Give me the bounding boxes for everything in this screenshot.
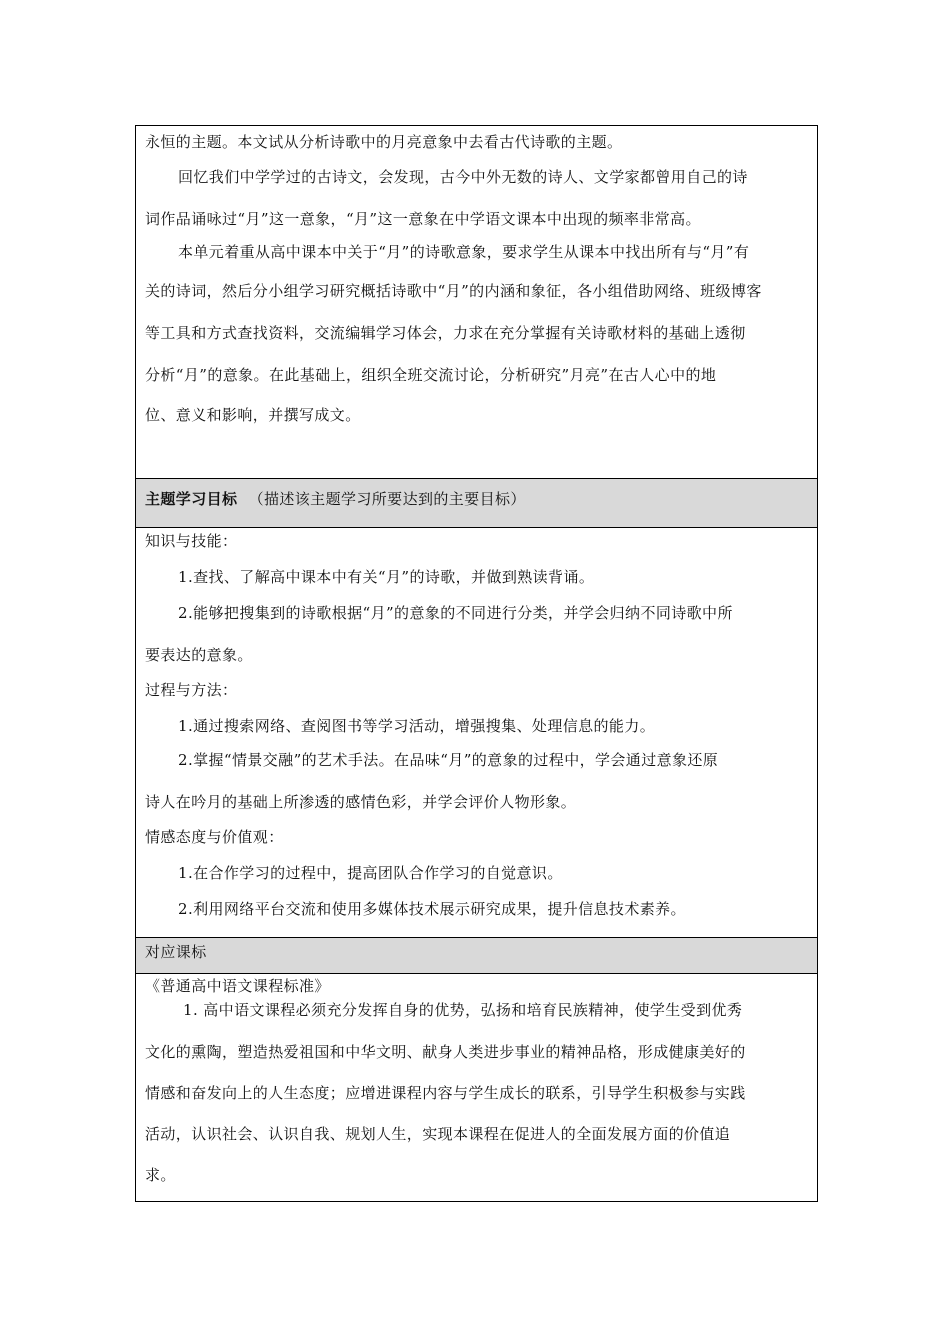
- knowledge-item: 2.能够把搜集到的诗歌根据“月”的意象的不同进行分类，并学会归纳不同诗歌中所: [178, 604, 733, 622]
- standards-line: 1. 高中语文课程必须充分发挥自身的优势，弘扬和培育民族精神，使学生受到优秀: [183, 1001, 743, 1019]
- standards-line: 文化的熏陶，塑造热爱祖国和中华文明、献身人类进步事业的精神品格，形成健康美好的: [145, 1043, 746, 1061]
- intro-line: 位、意义和影响，并撰写成文。: [145, 406, 361, 424]
- standards-header: [136, 937, 817, 974]
- intro-section: [136, 126, 817, 478]
- process-title: 过程与方法：: [145, 681, 238, 699]
- intro-line: 回忆我们中学学过的古诗文，会发现，古今中外无数的诗人、文学家都曾用自己的诗: [178, 168, 748, 186]
- goals-header: [136, 478, 817, 528]
- intro-line: 永恒的主题。本文试从分析诗歌中的月亮意象中去看古代诗歌的主题。: [145, 133, 623, 151]
- knowledge-item: 要表达的意象。: [145, 646, 253, 664]
- intro-line: 分析“月”的意象。在此基础上，组织全班交流讨论，分析研究”月亮”在古人心中的地: [145, 366, 717, 384]
- emotion-item: 1.在合作学习的过程中，提高团队合作学习的自觉意识。: [178, 864, 563, 882]
- process-item: 2.掌握“情景交融”的艺术手法。在品味“月”的意象的过程中，学会通过意象还原: [178, 751, 719, 769]
- intro-line: 本单元着重从高中课本中关于“月”的诗歌意象，要求学生从课本中找出所有与“月”有: [178, 243, 750, 261]
- goals-header-title: 主题学习目标: [145, 490, 238, 508]
- emotion-item: 2.利用网络平台交流和使用多媒体技术展示研究成果，提升信息技术素养。: [178, 900, 686, 918]
- document-table: [135, 125, 818, 1202]
- standards-line: 求。: [145, 1166, 176, 1184]
- knowledge-item: 1.查找、了解高中课本中有关“月”的诗歌，并做到熟读背诵。: [178, 568, 595, 586]
- intro-line: 等工具和方式查找资料，交流编辑学习体会，力求在充分掌握有关诗歌材料的基础上透彻: [145, 324, 746, 342]
- goals-section: [136, 528, 817, 937]
- emotion-title: 情感态度与价值观：: [145, 828, 284, 846]
- intro-line: 词作品诵咏过“月”这一意象，“月”这一意象在中学语文课本中出现的频率非常高。: [145, 210, 701, 228]
- standards-line: 活动，认识社会、认识自我、规划人生，实现本课程在促进人的全面发展方面的价值追: [145, 1125, 731, 1143]
- knowledge-title: 知识与技能：: [145, 532, 238, 550]
- goals-header-note: （描述该主题学习所要达到的主要目标）: [248, 490, 526, 508]
- process-item: 1.通过搜索网络、查阅图书等学习活动，增强搜集、处理信息的能力。: [178, 717, 656, 735]
- goals-header-text: [145, 489, 811, 509]
- standards-source: 《普通高中语文课程标准》: [145, 977, 330, 995]
- standards-section: [136, 974, 817, 1203]
- intro-line: 关的诗词，然后分小组学习研究概括诗歌中“月”的内涵和象征，各小组借助网络、班级博客: [145, 282, 762, 300]
- process-item: 诗人在吟月的基础上所渗透的感情色彩，并学会评价人物形象。: [145, 793, 577, 811]
- standards-header-title: 对应课标: [145, 943, 207, 961]
- standards-line: 情感和奋发向上的人生态度；应增进课程内容与学生成长的联系，引导学生积极参与实践: [145, 1084, 746, 1102]
